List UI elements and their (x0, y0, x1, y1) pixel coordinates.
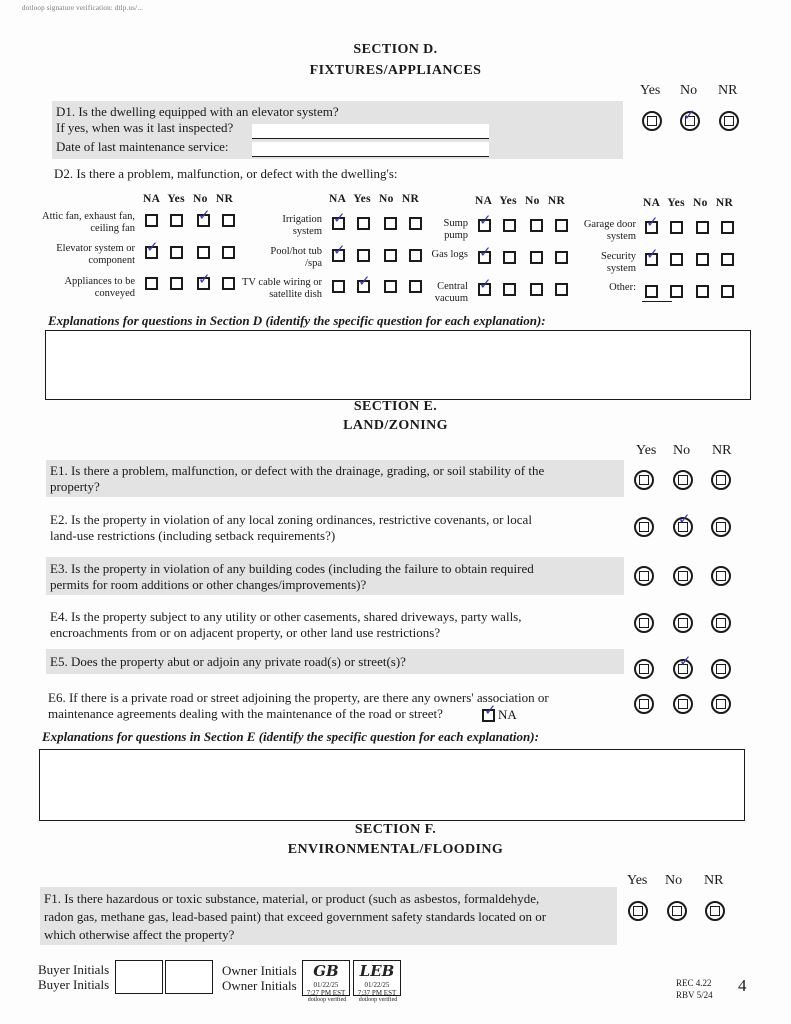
d2-attic-fan-na-checkbox[interactable] (145, 214, 158, 227)
e-nr-header: NR (712, 443, 732, 458)
d2-irrigation-nr-checkbox[interactable] (409, 217, 422, 230)
owner-initials-time-2: 7:37 PM EST (357, 989, 397, 997)
e4-line2: encroachments from or on adjacent property, or other land use restrictions? (50, 625, 441, 640)
e-yes-header: Yes (636, 443, 657, 458)
d2-sump-pump-label: Sump pump (443, 218, 468, 241)
e5-yes-option[interactable] (634, 659, 654, 679)
e1-line2: property? (50, 479, 100, 494)
section-e-explanation-label: Explanations for questions in Section E (identify the specific question for each explanation): (42, 729, 539, 744)
d2-col-headers-1: NA Yes No NR (143, 193, 234, 205)
e1-line1: E1. Is there a problem, malfunction, or defect with the drainage, grading, or soil stability of the (50, 463, 545, 478)
d2-other-na-checkbox[interactable] (645, 285, 658, 298)
e-no-header: No (673, 443, 691, 458)
d2-other-no-checkbox[interactable] (696, 285, 709, 298)
e3-no-option[interactable] (673, 566, 693, 586)
d2-other-nr-checkbox[interactable] (721, 285, 734, 298)
e6-line1: E6. If there is a private road or street adjoining the property, are there any owners' association or (48, 690, 549, 705)
d1-nr-header: NR (718, 83, 738, 98)
owner-initials-label-2: Owner Initials (222, 978, 297, 993)
d2-attic-fan-label: Attic fan, exhaust fan, ceiling fan (41, 211, 135, 234)
section-d-explanation-box[interactable] (45, 330, 751, 400)
f-no-header: No (665, 873, 683, 888)
e4-no-option[interactable] (673, 613, 693, 633)
f1-line3: which otherwise affect the property? (44, 927, 235, 942)
form-revision: RBV 5/24 (676, 990, 713, 1000)
e5-line1: E5. Does the property abut or adjoin any private road(s) or street(s)? (50, 654, 406, 669)
d2-central-vacuum-nr-checkbox[interactable] (555, 283, 568, 296)
d1-inspected-field[interactable] (252, 124, 489, 139)
d2-central-vacuum-yes-checkbox[interactable] (503, 283, 516, 296)
section-f-title: SECTION F. (354, 822, 437, 837)
d2-appliances-na-checkbox[interactable] (145, 277, 158, 290)
e6-line2: maintenance agreements dealing with the maintenance of the road or street? (48, 706, 443, 721)
d2-pool-yes-checkbox[interactable] (357, 249, 370, 262)
owner-initials-stamp-1 (302, 960, 350, 1003)
d2-appliances-label: Appliances to be conveyed (64, 276, 135, 299)
section-e-title: SECTION E. (353, 399, 438, 414)
d2-central-vacuum-label: Central vacuum (434, 281, 468, 304)
e6-na-checkmark: ✓ (484, 701, 497, 719)
e1-nr-option[interactable] (711, 470, 731, 490)
owner-initials-date-1: 01/22/25 (313, 981, 339, 989)
page-number: 4 (738, 976, 747, 995)
d2-gas-logs-nr-checkbox[interactable] (555, 251, 568, 264)
d2-irrigation-na-checkmark: ✓ (333, 209, 346, 227)
owner-initials-date-2: 01/22/25 (364, 981, 390, 989)
d2-sump-pump-yes-checkbox[interactable] (503, 219, 516, 232)
d2-question: D2. Is there a problem, malfunction, or defect with the dwelling's: (54, 166, 398, 181)
form-code: REC 4.22 (676, 978, 712, 988)
e6-nr-option[interactable] (711, 694, 731, 714)
e1-no-option[interactable] (673, 470, 693, 490)
header-note: dotloop signature verification: dtlp.us/... (22, 4, 144, 12)
e3-line1: E3. Is the property in violation of any building codes (including the failure to obtain required (50, 561, 534, 576)
d2-security-nr-checkbox[interactable] (721, 253, 734, 266)
buyer-initials-box-1[interactable] (115, 960, 163, 994)
d2-irrigation-yes-checkbox[interactable] (357, 217, 370, 230)
e1-yes-option[interactable] (634, 470, 654, 490)
d2-garage-door-no-checkbox[interactable] (696, 221, 709, 234)
d2-irrigation-label: Irrigation system (282, 214, 322, 237)
section-d-explanation-label: Explanations for questions in Section D (identify the specific question for each explanation): (48, 313, 546, 328)
e4-line1: E4. Is the property subject to any utility or other casements, shared driveways, party walls, (50, 609, 522, 624)
d2-tv-cable-label: TV cable wiring or satellite dish (242, 277, 322, 300)
e5-nr-option[interactable] (711, 659, 731, 679)
buyer-initials-label-2: Buyer Initials (38, 977, 110, 992)
owner-initials-stamp-2 (353, 960, 401, 1003)
d2-elevator-nr-checkbox[interactable] (222, 246, 235, 259)
d2-gas-logs-label: Gas logs (431, 249, 468, 260)
f1-yes-option[interactable] (628, 901, 648, 921)
d2-gas-logs-yes-checkbox[interactable] (503, 251, 516, 264)
d2-garage-door-nr-checkbox[interactable] (721, 221, 734, 234)
f1-line1: F1. Is there hazardous or toxic substance, material, or product (such as asbestos, formaldehyde, (44, 891, 540, 906)
section-d-subtitle: FIXTURES/APPLIANCES (309, 63, 482, 78)
d2-irrigation-no-checkbox[interactable] (384, 217, 397, 230)
d2-central-vacuum-na-checkmark: ✓ (479, 275, 492, 293)
owner-initials-verified-1: dotloop verified (307, 997, 347, 1003)
section-f-subtitle: ENVIRONMENTAL/FLOODING (287, 842, 504, 857)
f1-nr-option[interactable] (705, 901, 725, 921)
d2-pool-no-checkbox[interactable] (384, 249, 397, 262)
d2-other-underline (642, 301, 672, 302)
d2-garage-door-yes-checkbox[interactable] (670, 221, 683, 234)
f-yes-header: Yes (627, 873, 648, 888)
owner-initials-verified-2: dotloop verified (358, 997, 398, 1003)
e2-nr-option[interactable] (711, 517, 731, 537)
e3-yes-option[interactable] (634, 566, 654, 586)
e2-line1: E2. Is the property in violation of any local zoning ordinances, restrictive covenants, or local (50, 512, 532, 527)
d2-tv-cable-nr-checkbox[interactable] (409, 280, 422, 293)
d1-nr-option[interactable] (719, 111, 739, 131)
buyer-initials-box-2[interactable] (165, 960, 213, 994)
owner-initials-label-1: Owner Initials (222, 963, 297, 978)
d2-other-yes-checkbox[interactable] (670, 285, 683, 298)
e6-no-option[interactable] (673, 694, 693, 714)
d2-col-headers-4: NA Yes No NR (643, 197, 734, 209)
d2-elevator-no-checkbox[interactable] (197, 246, 210, 259)
d2-security-yes-checkbox[interactable] (670, 253, 683, 266)
d1-yes-option[interactable] (642, 111, 662, 131)
d2-central-vacuum-no-checkbox[interactable] (530, 283, 543, 296)
d2-gas-logs-na-checkmark: ✓ (479, 243, 492, 261)
d2-garage-door-label: Garage door system (583, 219, 636, 242)
d1-maintenance-field[interactable] (252, 142, 489, 157)
e4-nr-option[interactable] (711, 613, 731, 633)
d2-security-na-checkmark: ✓ (646, 245, 659, 263)
d2-gas-logs-no-checkbox[interactable] (530, 251, 543, 264)
f-nr-header: NR (704, 873, 724, 888)
d2-tv-cable-no-checkbox[interactable] (384, 280, 397, 293)
d1-line2: If yes, when was it last inspected? (56, 120, 234, 135)
d2-elevator-label: Elevator system or component (56, 243, 135, 266)
d1-line1: D1. Is the dwelling equipped with an elevator system? (56, 104, 339, 119)
d2-col-headers-2: NA Yes No NR (329, 193, 420, 205)
e2-line2: land-use restrictions (including setback requirements?) (50, 528, 336, 543)
owner-initials-signature-1: GB (313, 962, 339, 980)
e2-yes-option[interactable] (634, 517, 654, 537)
e6-na-label: NA (498, 707, 517, 722)
d2-appliances-nr-checkbox[interactable] (222, 277, 235, 290)
d2-pool-label: Pool/hot tub /spa (270, 246, 322, 269)
d2-tv-cable-yes-checkmark: ✓ (358, 272, 371, 290)
d1-line3: Date of last maintenance service: (56, 139, 229, 154)
d2-appliances-yes-checkbox[interactable] (170, 277, 183, 290)
d2-pool-na-checkmark: ✓ (333, 241, 346, 259)
d2-security-no-checkbox[interactable] (696, 253, 709, 266)
owner-initials-signature-2: LEB (359, 962, 395, 980)
section-e-explanation-box[interactable] (39, 749, 745, 821)
d2-attic-fan-yes-checkbox[interactable] (170, 214, 183, 227)
e6-yes-option[interactable] (634, 694, 654, 714)
d1-no-header: No (680, 83, 698, 98)
d2-appliances-no-checkmark: ✓ (198, 270, 211, 288)
d2-sump-pump-nr-checkbox[interactable] (555, 219, 568, 232)
e5-no-checkmark: ✓ (679, 652, 692, 670)
d2-other-label: Other: (609, 282, 636, 293)
d2-security-label: Security system (601, 251, 636, 274)
d1-yes-header: Yes (640, 83, 661, 98)
d2-garage-door-na-checkmark: ✓ (646, 213, 659, 231)
f1-line2: radon gas, methane gas, lead-based paint) that exceed government safety standards located on or (44, 909, 547, 924)
d1-no-checkmark: ✓ (683, 106, 696, 124)
d2-elevator-yes-checkbox[interactable] (170, 246, 183, 259)
d2-col-headers-3: NA Yes No NR (475, 195, 566, 207)
f1-no-option[interactable] (667, 901, 687, 921)
e2-no-checkmark: ✓ (678, 510, 691, 528)
d2-pool-nr-checkbox[interactable] (409, 249, 422, 262)
d2-sump-pump-na-checkmark: ✓ (479, 211, 492, 229)
d2-attic-fan-no-checkmark: ✓ (198, 206, 211, 224)
e4-yes-option[interactable] (634, 613, 654, 633)
d2-attic-fan-nr-checkbox[interactable] (222, 214, 235, 227)
d2-sump-pump-no-checkbox[interactable] (530, 219, 543, 232)
e3-nr-option[interactable] (711, 566, 731, 586)
section-d-title: SECTION D. (353, 42, 438, 57)
buyer-initials-label-1: Buyer Initials (38, 962, 110, 977)
e3-line2: permits for room additions or other changes/improvements)? (50, 577, 367, 592)
owner-initials-time-1: 7:27 PM EST (306, 989, 346, 997)
d2-elevator-na-checkmark: ✓ (146, 238, 159, 256)
d2-tv-cable-na-checkbox[interactable] (332, 280, 345, 293)
section-e-subtitle: LAND/ZONING (343, 418, 448, 433)
